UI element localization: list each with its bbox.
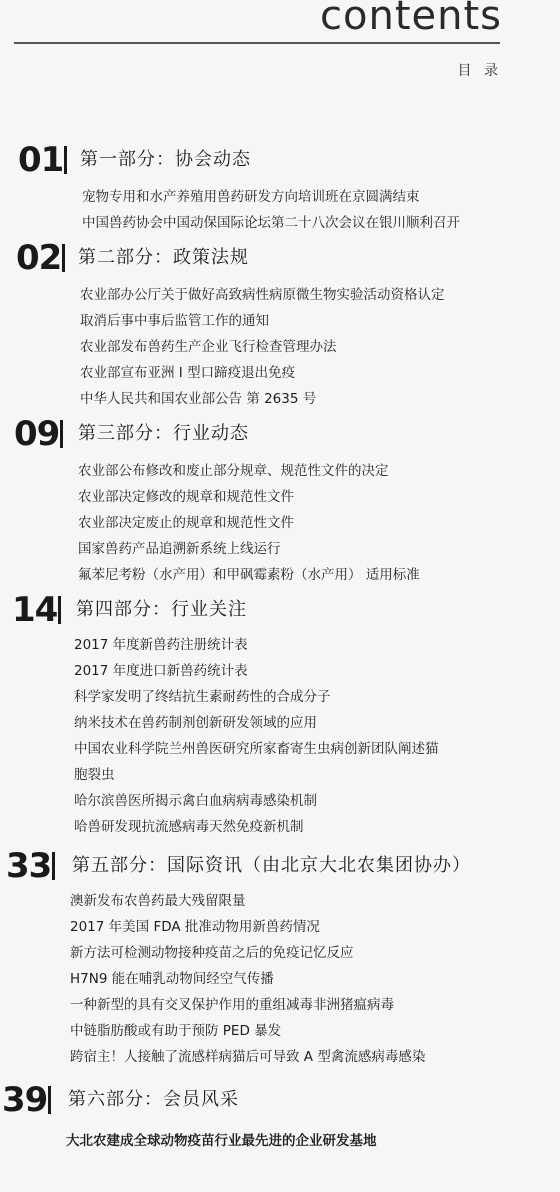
section-page-number: 01 — [18, 140, 64, 180]
toc-entry[interactable]: 哈兽研发现抗流感病毒天然免疫新机制 — [74, 819, 304, 835]
section-heading[interactable] — [0, 590, 560, 630]
section-title: 第四部分：行业关注 — [76, 599, 247, 620]
toc-entry[interactable]: 纳米技术在兽药制剂创新研发领域的应用 — [74, 715, 317, 731]
section-page-number: 39 — [2, 1080, 48, 1120]
toc-entry[interactable]: 胞裂虫 — [74, 767, 115, 783]
section-title: 第五部分：国际资讯（由北京大北农集团协办） — [72, 855, 471, 876]
section-title: 第六部分：会员风采 — [68, 1089, 239, 1110]
section-heading[interactable] — [0, 846, 560, 886]
toc-entry[interactable]: 农业部决定废止的规章和规范性文件 — [78, 515, 294, 531]
toc-entry[interactable]: 哈尔滨兽医所揭示禽白血病病毒感染机制 — [74, 793, 317, 809]
toc-entry[interactable]: 一种新型的具有交叉保护作用的重组减毒非洲猪瘟病毒 — [70, 997, 394, 1013]
toc-entry[interactable]: H7N9 能在哺乳动物间经空气传播 — [70, 971, 274, 987]
section-divider-bar — [64, 146, 67, 174]
toc-entry[interactable]: 取消后事中事后监管工作的通知 — [80, 313, 269, 329]
toc-entry[interactable]: 农业部决定修改的规章和规范性文件 — [78, 489, 294, 505]
toc-entry[interactable]: 农业部办公厅关于做好高致病性病原微生物实验活动资格认定 — [80, 287, 445, 303]
section-divider-bar — [58, 596, 61, 624]
toc-entry[interactable]: 氟苯尼考粉（水产用）和甲砜霉素粉（水产用） 适用标准 — [78, 567, 420, 583]
toc-entry[interactable]: 2017 年美国 FDA 批准动物用新兽药情况 — [70, 919, 320, 935]
section-divider-bar — [62, 244, 65, 272]
section-page-number: 09 — [14, 414, 60, 454]
section-heading[interactable] — [0, 1080, 560, 1120]
section-divider-bar — [48, 1086, 51, 1114]
section-page-number: 14 — [12, 590, 58, 630]
section-divider-bar — [60, 420, 63, 448]
toc-entry[interactable]: 农业部公布修改和废止部分规章、规范性文件的决定 — [78, 463, 389, 479]
section-page-number: 02 — [16, 238, 62, 278]
toc-entry[interactable]: 国家兽药产品追溯新系统上线运行 — [78, 541, 281, 557]
toc-entry[interactable]: 中华人民共和国农业部公告 第 2635 号 — [80, 391, 317, 407]
contents-title: contents — [320, 0, 502, 39]
contents-subtitle: 目 录 — [457, 63, 502, 79]
toc-entry[interactable]: 澳新发布农兽药最大残留限量 — [70, 893, 246, 909]
section-heading[interactable] — [0, 414, 560, 454]
section-title: 第一部分：协会动态 — [80, 149, 251, 170]
toc-entry[interactable]: 2017 年度进口新兽药统计表 — [74, 663, 248, 679]
section-page-number: 33 — [6, 846, 52, 886]
toc-entry[interactable]: 农业部宣布亚洲 I 型口蹄疫退出免疫 — [80, 365, 296, 381]
section-heading[interactable] — [0, 140, 560, 180]
toc-entry[interactable]: 新方法可检测动物接种疫苗之后的免疫记忆反应 — [70, 945, 354, 961]
toc-entry[interactable]: 宠物专用和水产养殖用兽药研发方向培训班在京圆满结束 — [82, 189, 420, 205]
toc-entry[interactable]: 科学家发明了终结抗生素耐药性的合成分子 — [74, 689, 331, 705]
toc-entry[interactable]: 大北农建成全球动物疫苗行业最先进的企业研发基地 — [66, 1133, 377, 1149]
toc-entry[interactable]: 中链脂肪酸或有助于预防 PED 暴发 — [70, 1023, 282, 1039]
section-heading[interactable] — [0, 238, 560, 278]
section-title: 第二部分：政策法规 — [78, 247, 249, 268]
toc-entry[interactable]: 中国兽药协会中国动保国际论坛第二十八次会议在银川顺利召开 — [82, 215, 460, 231]
toc-entry[interactable]: 跨宿主！人接触了流感样病猫后可导致 A 型禽流感病毒感染 — [70, 1049, 426, 1065]
header-divider — [14, 42, 500, 44]
toc-entry[interactable]: 农业部发布兽药生产企业飞行检查管理办法 — [80, 339, 337, 355]
toc-entry[interactable]: 2017 年度新兽药注册统计表 — [74, 637, 248, 653]
toc-entry[interactable]: 中国农业科学院兰州兽医研究所家畜寄生虫病创新团队阐述猫 — [74, 741, 439, 757]
section-divider-bar — [52, 852, 55, 880]
section-title: 第三部分：行业动态 — [78, 423, 249, 444]
